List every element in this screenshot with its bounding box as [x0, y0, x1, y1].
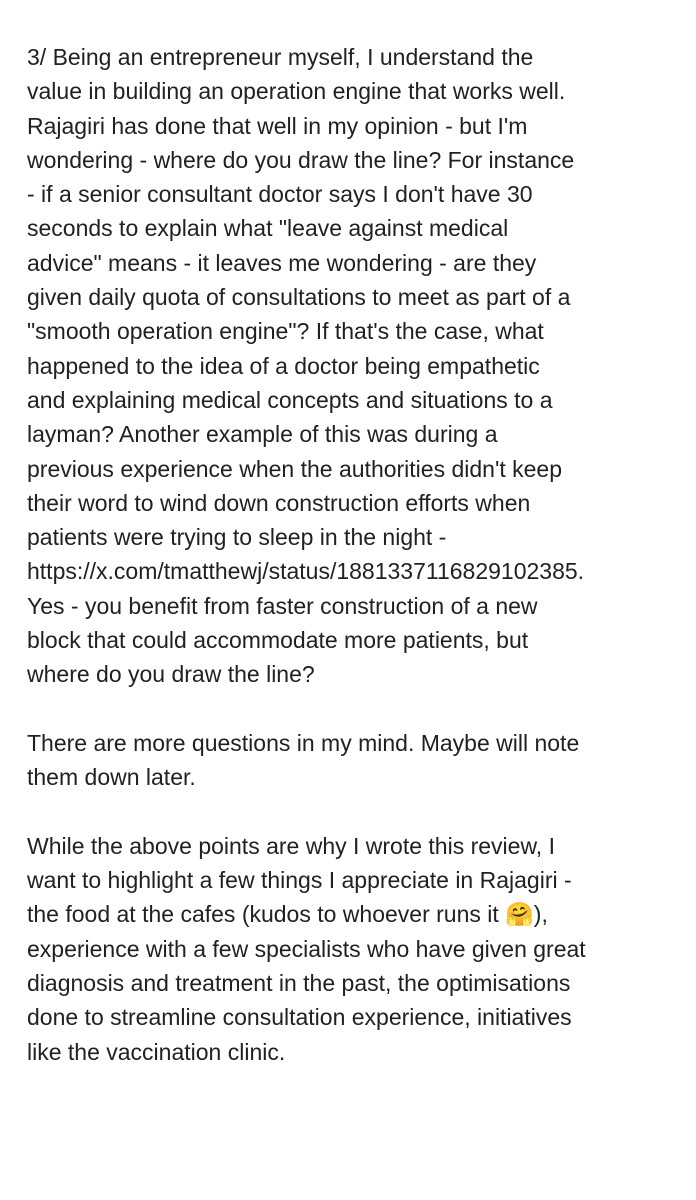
review-paragraph-1 — [27, 40, 677, 692]
text-line: previous experience when the authorities didn't keep — [27, 455, 563, 482]
text-line: Rajagiri has done that well in my opinion - but I'm — [27, 112, 528, 139]
text-line: layman? Another example of this was during a — [27, 421, 498, 448]
review-text — [27, 40, 677, 1069]
text-line: like the vaccination clinic. — [27, 1038, 286, 1065]
text-line: "smooth operation engine"? If that's the case, what — [27, 318, 544, 345]
text-line: and explaining medical concepts and situations to a — [27, 386, 553, 413]
text-line: done to streamline consultation experience, initiatives — [27, 1004, 572, 1031]
text-line: Yes - you benefit from faster construction of a new — [27, 592, 538, 619]
text-line: value in building an operation engine that works well. — [27, 78, 566, 105]
text-line: There are more questions in my mind. Maybe will note — [27, 729, 580, 756]
link-line: https://x.com/tmatthewj/status/1881337116829102385. — [27, 558, 585, 585]
text-line: 3/ Being an entrepreneur myself, I understand the — [27, 44, 534, 70]
text-line: where do you draw the line? — [27, 661, 315, 688]
review-paragraph-2 — [27, 726, 677, 795]
text-line: the food at the cafes (kudos to whoever runs it 🤗), — [27, 901, 548, 928]
text-line: them down later. — [27, 764, 196, 791]
text-line: wondering - where do you draw the line? For instance — [27, 146, 575, 173]
text-line: want to highlight a few things I appreciate in Rajagiri - — [27, 867, 572, 894]
text-line: happened to the idea of a doctor being empathetic — [27, 352, 540, 379]
text-line: block that could accommodate more patients, but — [27, 627, 529, 654]
text-line: patients were trying to sleep in the night - — [27, 524, 447, 551]
text-line: advice" means - it leaves me wondering - are they — [27, 249, 537, 276]
text-line: experience with a few specialists who have given great — [27, 935, 586, 962]
text-line: While the above points are why I wrote this review, I — [27, 832, 555, 859]
review-paragraph-3 — [27, 829, 677, 1069]
text-line: given daily quota of consultations to meet as part of a — [27, 284, 571, 311]
text-line: diagnosis and treatment in the past, the optimisations — [27, 970, 571, 997]
text-line: seconds to explain what "leave against medical — [27, 215, 509, 242]
paragraph-gap — [27, 692, 677, 726]
text-line: their word to wind down construction efforts when — [27, 489, 531, 516]
text-line: - if a senior consultant doctor says I don't have 30 — [27, 181, 533, 208]
paragraph-gap — [27, 795, 677, 829]
